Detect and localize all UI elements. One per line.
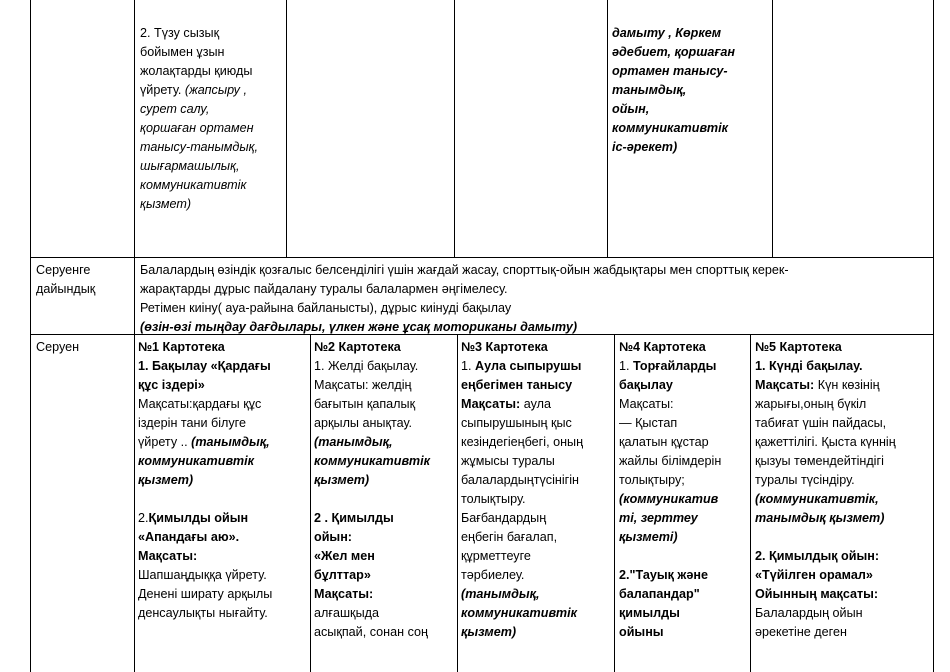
text-line xyxy=(138,452,308,471)
text-run: танымдық, xyxy=(612,83,687,97)
text-run: жарығы,оның бүкіл xyxy=(755,397,867,411)
text-line xyxy=(314,452,456,471)
text-run: Мақсаты: xyxy=(755,378,815,392)
text-line xyxy=(314,547,456,566)
text-line xyxy=(314,376,456,395)
text-run: шығармашылық, xyxy=(140,159,240,173)
text-line xyxy=(755,547,932,566)
text-run: қызмет) xyxy=(140,197,192,211)
text-line xyxy=(619,357,749,376)
text-run: Ойынның мақсаты: xyxy=(755,587,879,601)
text-line xyxy=(612,24,770,43)
grid-line xyxy=(30,257,934,258)
text-line xyxy=(461,509,613,528)
text-line xyxy=(461,547,613,566)
text-run: «Жел мен xyxy=(314,549,375,563)
text-line xyxy=(138,414,308,433)
text-line xyxy=(461,338,613,357)
text-line xyxy=(619,528,749,547)
text-run: 2."Тауық және xyxy=(619,568,708,582)
text-run: Мақсаты: желдің xyxy=(314,378,412,392)
text-line xyxy=(755,623,932,642)
text-line xyxy=(138,338,308,357)
text-run: №1 Картотека xyxy=(138,340,225,354)
text-line xyxy=(461,414,613,433)
text-line xyxy=(138,547,308,566)
text-run: 2 . Қимылды xyxy=(314,511,394,525)
text-line xyxy=(755,509,932,528)
text-line xyxy=(140,318,930,337)
text-run: коммуникативтік xyxy=(461,606,577,620)
text-run: алғашқыда xyxy=(314,606,379,620)
text-line xyxy=(619,433,749,452)
text-run: Мақсаты:қардағы құс xyxy=(138,397,262,411)
text-run: танымдық қызмет) xyxy=(755,511,885,525)
text-run: (коммуникативтік, xyxy=(755,492,879,506)
text-line xyxy=(755,585,932,604)
grid-line xyxy=(454,0,455,257)
text-run: аула xyxy=(520,397,551,411)
text-run: коммуникативтік xyxy=(612,121,728,135)
text-line xyxy=(612,100,770,119)
text-line xyxy=(461,357,613,376)
text-line xyxy=(314,414,456,433)
text-line xyxy=(612,62,770,81)
text-run: бұлттар» xyxy=(314,568,371,582)
text-line xyxy=(619,566,749,585)
text-line xyxy=(138,376,308,395)
text-run: үйрету .. xyxy=(138,435,192,449)
text-run: Аула сыпырушы xyxy=(475,359,582,373)
text-run: коммуникативтік xyxy=(314,454,430,468)
text-line xyxy=(461,395,613,414)
text-run: (танымдық, xyxy=(461,587,540,601)
text-run: әрекетіне деген xyxy=(755,625,847,639)
grid-line xyxy=(310,334,311,672)
text-run: Торғайларды xyxy=(633,359,717,373)
grid-line xyxy=(30,0,31,672)
text-line xyxy=(140,119,284,138)
text-run: балалардыңтүсінігін xyxy=(461,473,579,487)
card-5 xyxy=(755,338,932,642)
text-line xyxy=(314,395,456,414)
text-line xyxy=(314,490,456,509)
text-run: табиғат үшін пайдасы, xyxy=(755,416,887,430)
text-line xyxy=(755,395,932,414)
text-line xyxy=(140,195,284,214)
text-line xyxy=(755,433,932,452)
text-line xyxy=(619,585,749,604)
text-line xyxy=(140,261,930,280)
grid-line xyxy=(750,334,751,672)
text-line xyxy=(461,490,613,509)
text-line xyxy=(140,176,284,195)
text-line xyxy=(612,138,770,157)
text-run: іздерін тани білуге xyxy=(138,416,246,430)
text-line xyxy=(612,81,770,100)
text-line xyxy=(755,471,932,490)
text-line xyxy=(140,62,284,81)
text-run: жолақтарды қиюды xyxy=(140,64,253,78)
text-run: №5 Картотека xyxy=(755,340,842,354)
text-run: (танымдық, xyxy=(191,435,270,449)
text-run: Мақсаты: xyxy=(619,397,674,411)
row-label-line: Серуенге xyxy=(36,263,91,277)
text-run: қызмет) xyxy=(138,473,194,487)
card-1 xyxy=(138,338,308,623)
row2-label xyxy=(36,261,132,299)
text-line xyxy=(619,623,749,642)
text-run: Денені ширату арқылы xyxy=(138,587,273,601)
text-line xyxy=(755,528,932,547)
text-line xyxy=(619,604,749,623)
text-run: 1. xyxy=(461,359,476,373)
text-line xyxy=(619,338,749,357)
text-line xyxy=(461,528,613,547)
row1-col2-cell xyxy=(140,24,284,214)
text-run: қоршаған ортамен xyxy=(140,121,254,135)
text-run: денсаулықты нығайту. xyxy=(138,606,268,620)
text-run: (жапсыру , xyxy=(184,83,247,97)
text-run: 1. Бақылау «Қардағы xyxy=(138,359,271,373)
text-line xyxy=(755,566,932,585)
text-line xyxy=(755,490,932,509)
text-run: Мақсаты: xyxy=(138,549,198,563)
text-line xyxy=(138,357,308,376)
text-line xyxy=(461,585,613,604)
text-line xyxy=(619,490,749,509)
text-run: (өзін-өзі тыңдау дағдылары, үлкен және ұсақ моториканы дамыту) xyxy=(140,320,578,334)
text-line xyxy=(140,280,930,299)
text-run: Мақсаты: xyxy=(314,587,374,601)
text-run: балапандар" xyxy=(619,587,700,601)
text-run: коммуникативтік xyxy=(138,454,254,468)
card-3 xyxy=(461,338,613,642)
text-run: Мақсаты: xyxy=(461,397,521,411)
text-run: ортамен танысу- xyxy=(612,64,728,78)
text-line xyxy=(140,81,284,100)
text-line xyxy=(140,299,930,318)
text-run: Күн көзінің xyxy=(814,378,880,392)
text-line xyxy=(138,509,308,528)
text-line xyxy=(314,433,456,452)
text-run: ойын: xyxy=(314,530,352,544)
text-run: — Қыстап xyxy=(619,416,678,430)
card-4 xyxy=(619,338,749,642)
text-line xyxy=(314,471,456,490)
text-run: қалатын құстар xyxy=(619,435,709,449)
text-line xyxy=(140,138,284,157)
text-line xyxy=(314,566,456,585)
text-run: толықтыру; xyxy=(619,473,685,487)
text-line xyxy=(314,357,456,376)
text-line xyxy=(619,509,749,528)
text-line xyxy=(140,100,284,119)
text-run: жайлы білімдерін xyxy=(619,454,722,468)
text-line xyxy=(314,623,456,642)
text-line xyxy=(138,471,308,490)
text-run: сурет салу, xyxy=(140,102,210,116)
text-run: бағытын қапалық xyxy=(314,397,416,411)
text-run: танысу-танымдық, xyxy=(140,140,259,154)
text-line xyxy=(461,452,613,471)
text-run: ойыны xyxy=(619,625,664,639)
text-line xyxy=(619,395,749,414)
text-run: Бағбандардың xyxy=(461,511,547,525)
grid-line xyxy=(614,334,615,672)
text-run: тәрбиелеу. xyxy=(461,568,525,582)
text-run: (танымдық, xyxy=(314,435,393,449)
text-run: №2 Картотека xyxy=(314,340,401,354)
text-run: еңбегін бағалап, xyxy=(461,530,558,544)
text-run: қызмет) xyxy=(461,625,517,639)
text-line xyxy=(755,414,932,433)
text-run: туралы түсіндіру. xyxy=(755,473,855,487)
text-run: құс іздері» xyxy=(138,378,205,392)
grid-line xyxy=(134,0,135,672)
text-line xyxy=(612,119,770,138)
text-line xyxy=(314,528,456,547)
text-line xyxy=(755,357,932,376)
row2-content xyxy=(140,261,930,337)
text-line xyxy=(461,623,613,642)
text-run: Балалардың ойын xyxy=(755,606,863,620)
text-line xyxy=(619,452,749,471)
text-run: кезіндегіеңбегі, оның xyxy=(461,435,584,449)
text-run: қажеттілігі. Қыста күннің xyxy=(755,435,896,449)
text-run: 1. Желді бақылау. xyxy=(314,359,419,373)
text-run: сыпырушының қыс xyxy=(461,416,572,430)
text-line xyxy=(138,395,308,414)
text-run: ті, зерттеу xyxy=(619,511,698,525)
grid-line xyxy=(933,0,934,672)
text-run: қимылды xyxy=(619,606,680,620)
text-run: 2. xyxy=(138,511,149,525)
text-run: Шапшаңдыққа үйрету. xyxy=(138,568,267,582)
text-run: іс-әрекет) xyxy=(612,140,678,154)
text-line xyxy=(755,452,932,471)
text-run: 2. Қимылдық ойын: xyxy=(755,549,880,563)
text-line xyxy=(138,490,308,509)
text-line xyxy=(138,604,308,623)
text-line xyxy=(138,433,308,452)
text-line xyxy=(461,604,613,623)
text-run: асықпай, сонан соң xyxy=(314,625,428,639)
text-run: қызуы төмендейтіндігі xyxy=(755,454,884,468)
text-line xyxy=(314,338,456,357)
text-run: еңбегімен танысу xyxy=(461,378,573,392)
text-run: ойын, xyxy=(612,102,650,116)
grid-line xyxy=(286,0,287,257)
text-run: коммуникативтік xyxy=(140,178,247,192)
text-run: «Түйілген орамал» xyxy=(755,568,873,582)
text-run: әдебиет, қоршаған xyxy=(612,45,735,59)
grid-line xyxy=(607,0,608,257)
text-line xyxy=(612,43,770,62)
grid-line xyxy=(772,0,773,257)
text-line xyxy=(138,528,308,547)
row-label-line: Серуен xyxy=(36,340,80,354)
text-line xyxy=(755,604,932,623)
row3-label xyxy=(36,338,132,357)
card-2 xyxy=(314,338,456,642)
text-run: «Апандағы аю». xyxy=(138,530,240,544)
text-line xyxy=(138,585,308,604)
text-line xyxy=(138,566,308,585)
text-run: бақылау xyxy=(619,378,673,392)
text-line xyxy=(140,157,284,176)
text-run: 2. Түзу сызық xyxy=(140,26,220,40)
text-run: (коммуникатив xyxy=(619,492,719,506)
text-run: толықтыру. xyxy=(461,492,526,506)
text-line xyxy=(461,471,613,490)
text-run: 1. Күнді бақылау. xyxy=(755,359,863,373)
text-run: үйрету. xyxy=(140,83,185,97)
text-line xyxy=(140,43,284,62)
text-run: 1. xyxy=(619,359,634,373)
text-line xyxy=(461,376,613,395)
text-line xyxy=(619,376,749,395)
text-run: қызметі) xyxy=(619,530,678,544)
text-run: Балалардың өзіндік қозғалыс белсенділігі үшін жағдай жасау, спорттық-ойын жабдықтары мен спорттық керек- xyxy=(140,263,789,277)
text-run: құрметтеуге xyxy=(461,549,531,563)
text-line xyxy=(314,604,456,623)
text-run: №4 Картотека xyxy=(619,340,706,354)
text-line xyxy=(619,547,749,566)
text-line xyxy=(755,338,932,357)
text-line xyxy=(619,414,749,433)
text-run: жұмысы туралы xyxy=(461,454,555,468)
text-line xyxy=(461,433,613,452)
text-run: Қимылды ойын xyxy=(148,511,249,525)
text-run: №3 Картотека xyxy=(461,340,548,354)
text-line xyxy=(619,471,749,490)
text-line xyxy=(140,24,284,43)
text-run: арқылы анықтау. xyxy=(314,416,413,430)
text-line xyxy=(755,376,932,395)
text-run: жарақтарды дұрыс пайдалану туралы балалармен әңгімелесу. xyxy=(140,282,508,296)
row-label-line: дайындық xyxy=(36,282,96,296)
row1-col5-cell xyxy=(612,24,770,157)
text-run: бойымен ұзын xyxy=(140,45,225,59)
text-run: қызмет) xyxy=(314,473,370,487)
grid-line xyxy=(457,334,458,672)
text-run: дамыту , Көркем xyxy=(612,26,722,40)
text-line xyxy=(314,509,456,528)
text-line xyxy=(314,585,456,604)
text-run: Ретімен киіну( ауа-райына байланысты), дұрыс киінуді бақылау xyxy=(140,301,512,315)
text-line xyxy=(461,566,613,585)
